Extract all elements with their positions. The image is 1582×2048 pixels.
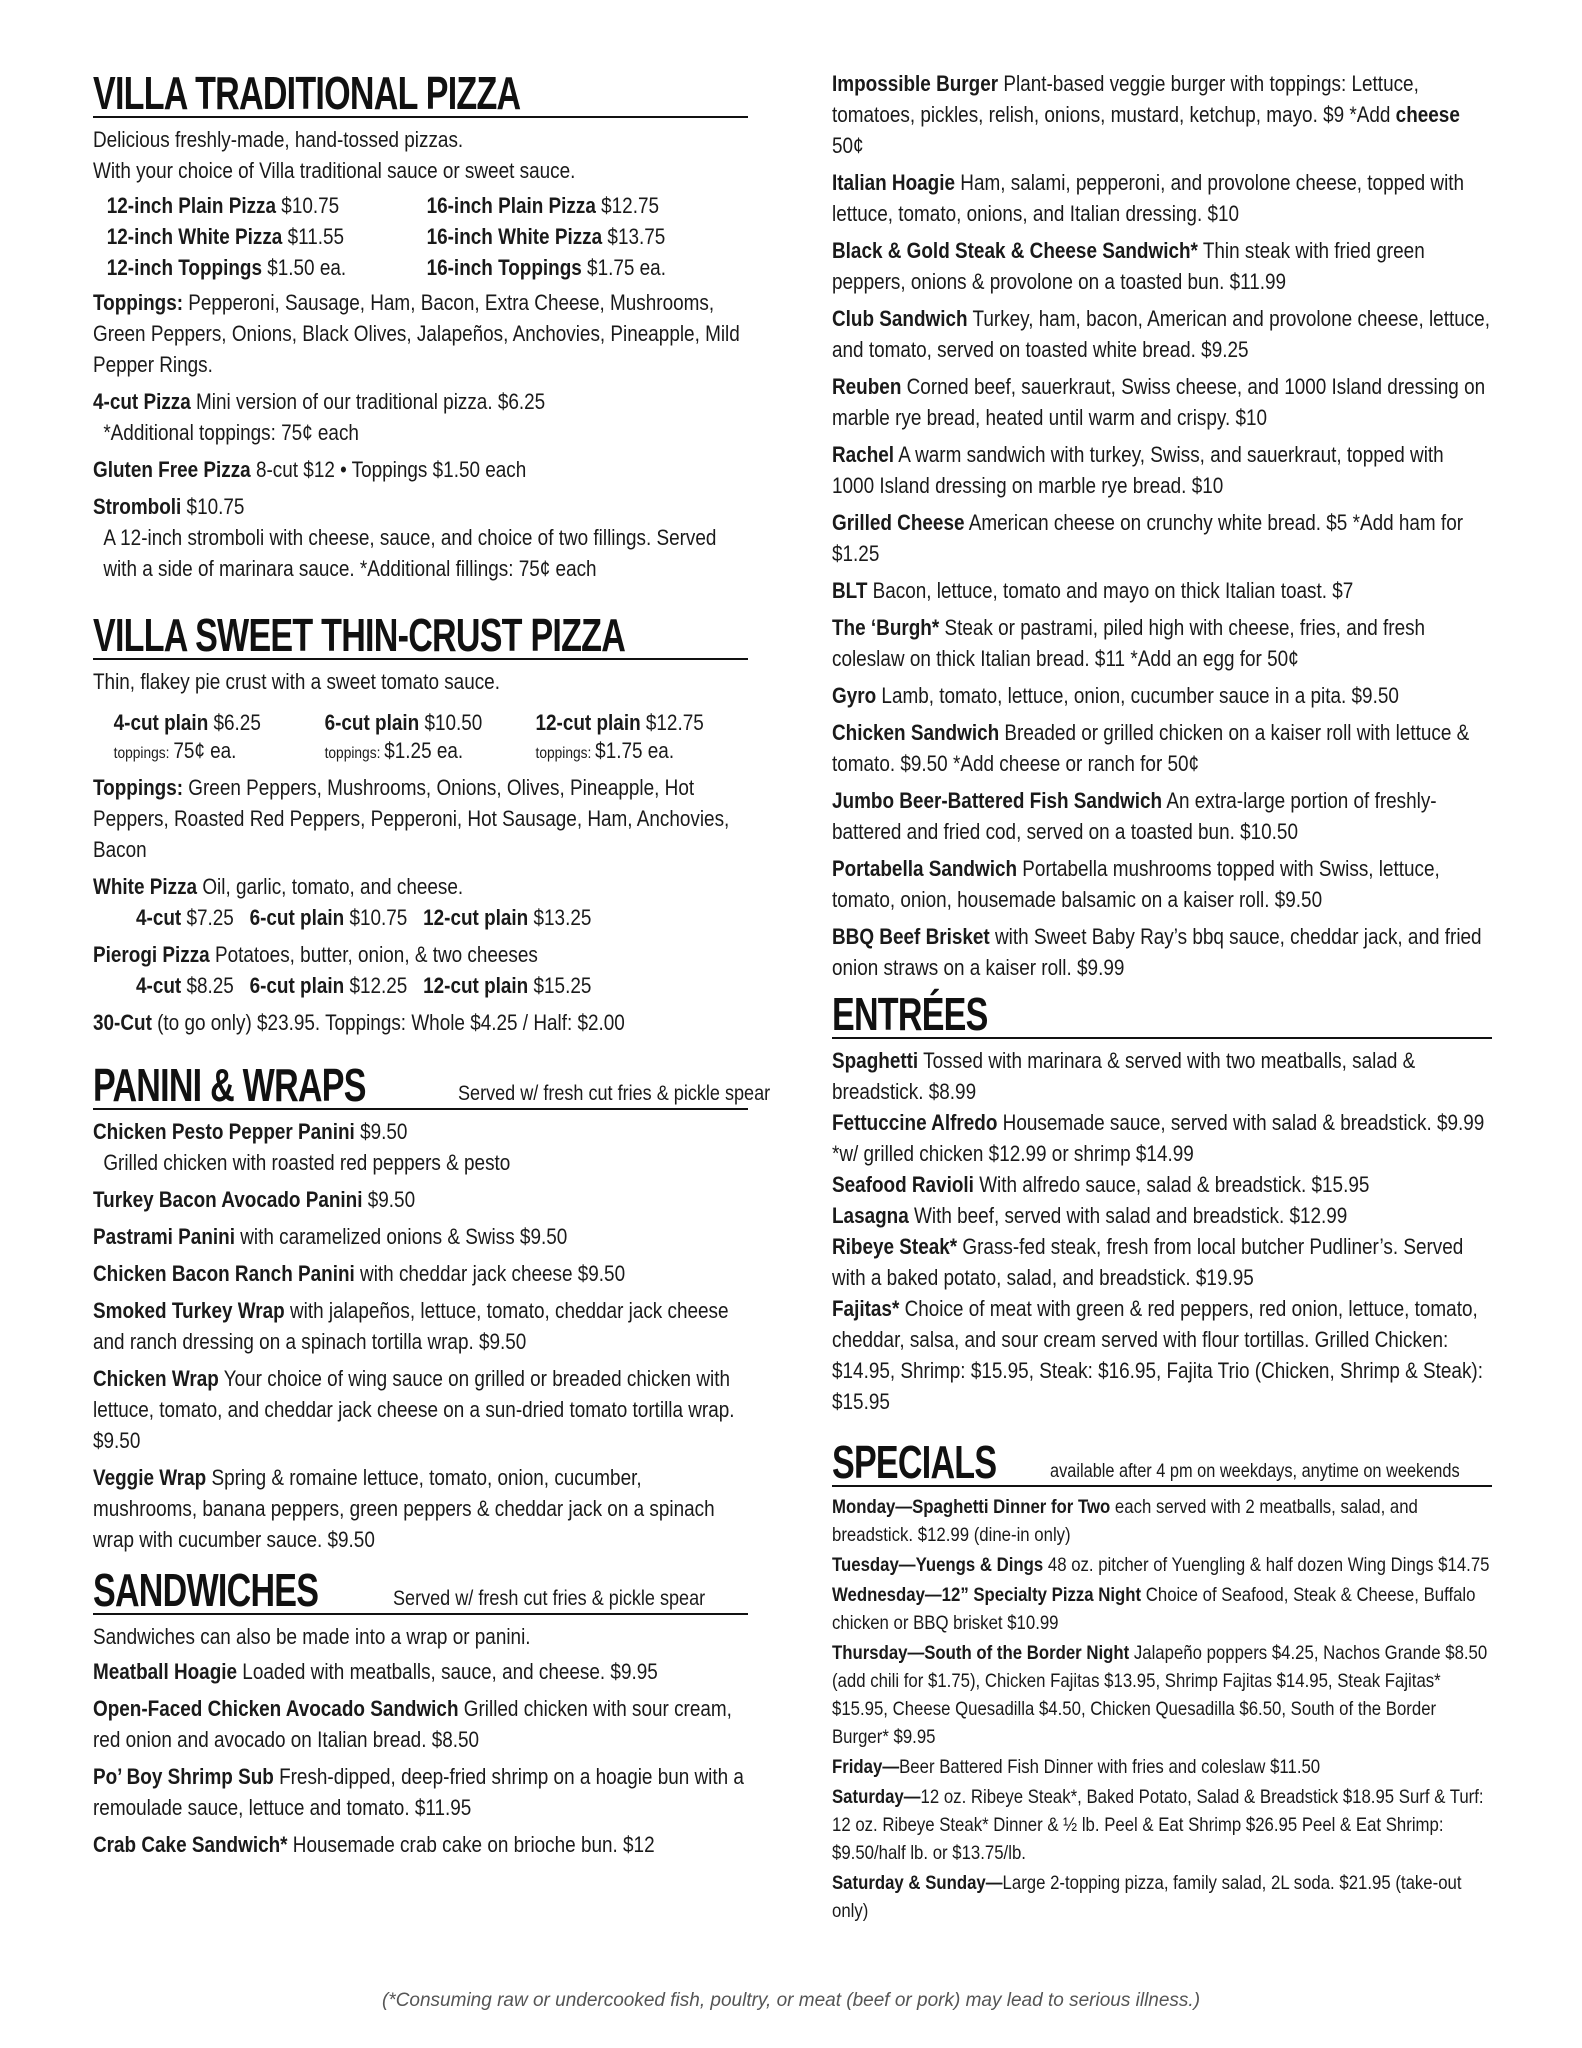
- intro-line: With your choice of Villa traditional sauce or sweet sauce.: [93, 158, 576, 183]
- size-price: 12-cut plain $12.75 toppings: $1.75 ea.: [535, 710, 704, 763]
- section-title: SANDWICHES: [93, 1564, 319, 1616]
- menu-item: Ribeye Steak* Grass-fed steak, fresh from local butcher Pudliner’s. Served with a baked potato, salad, and breadstick. $19.95: [832, 1234, 1464, 1290]
- menu-item: Jumbo Beer-Battered Fish Sandwich An extra-large portion of freshly-battered and fried cod, served on a toasted bun. $10.50: [832, 788, 1437, 844]
- section-panini-wraps: [93, 1059, 770, 1555]
- section-header: [93, 1564, 748, 1616]
- right-column: [832, 68, 1492, 1927]
- section-traditional-pizza: [93, 67, 748, 584]
- menu-item: Stromboli $10.75 A 12-inch stromboli with cheese, sauce, and choice of two fillings. Served with a side of marinara sauce. *Additional fillings: 75¢ each: [93, 494, 717, 581]
- special-item: Friday—Beer Battered Fish Dinner with fries and coleslaw $11.50: [832, 1756, 1321, 1778]
- menu-item: Gluten Free Pizza 8-cut $12 • Toppings $1.50 each: [93, 457, 527, 482]
- menu-item: BBQ Beef Brisket with Sweet Baby Ray’s bbq sauce, cheddar jack, and fried onion straws on a kaiser roll. $9.99: [832, 924, 1482, 980]
- menu-item: Crab Cake Sandwich* Housemade crab cake on brioche bun. $12: [93, 1832, 655, 1857]
- menu-item: Pastrami Panini with caramelized onions & Swiss $9.50: [93, 1224, 568, 1249]
- section-specials: [832, 1436, 1492, 1925]
- menu-item: Fajitas* Choice of meat with green & red peppers, red onion, lettuce, tomato, cheddar, salsa, and sour cream served with flour tortillas. Grilled Chicken: $14.95, Shrimp: $15.95, Steak: $16.95, Fajita Trio (Chicken, Shrimp & Steak): $15.95: [832, 1296, 1483, 1414]
- sandwich-continued-list: [832, 68, 1490, 983]
- menu-item: Rachel A warm sandwich with turkey, Swiss, and sauerkraut, topped with 1000 Island dressing on marble rye bread. $10: [832, 442, 1444, 498]
- menu-item: Open-Faced Chicken Avocado Sandwich Grilled chicken with sour cream, red onion and avocado on Italian bread. $8.50: [93, 1696, 732, 1752]
- menu-item: Gyro Lamb, tomato, lettuce, onion, cucumber sauce in a pita. $9.50: [832, 683, 1399, 708]
- menu-item: Chicken Sandwich Breaded or grilled chicken on a kaiser roll with lettuce & tomato. $9.50 *Add cheese or ranch for 50¢: [832, 720, 1470, 776]
- price-row: 4-cut $8.25 6-cut plain $12.25 12-cut plain $15.25: [136, 973, 592, 998]
- section-header: [93, 609, 748, 661]
- footer-disclaimer: (*Consuming raw or undercooked fish, poultry, or meat (beef or pork) may lead to serious illness.): [381, 1990, 1201, 2011]
- special-item: Monday—Spaghetti Dinner for Two each served with 2 meatballs, salad, and breadstick. $12.99 (dine-in only): [832, 1496, 1418, 1546]
- size-price: 16-inch Plain Pizza $12.75: [426, 193, 660, 218]
- size-price: 16-inch White Pizza $13.75: [426, 224, 666, 249]
- menu-item: Po’ Boy Shrimp Sub Fresh-dipped, deep-fried shrimp on a hoagie bun with a remoulade sauce, lettuce and tomato. $11.95: [93, 1764, 744, 1820]
- section-title: ENTRÉES: [832, 988, 988, 1040]
- intro-line: Thin, flakey pie crust with a sweet tomato sauce.: [93, 669, 500, 694]
- special-item: Thursday—South of the Border Night Jalapeño poppers $4.25, Nachos Grande $8.50 (add chili for $1.75), Chicken Fajitas $13.95, Shrimp Fajitas $14.95, Steak Fajitas* $15.95, Cheese Quesadilla $4.50, Chicken Quesadilla $6.50, South of the Border Burger* $9.95: [832, 1642, 1488, 1748]
- menu-item: Meatball Hoagie Loaded with meatballs, sauce, and cheese. $9.95: [93, 1659, 658, 1684]
- size-price: 16-inch Toppings $1.75 ea.: [426, 255, 666, 280]
- size-price-grid: [93, 190, 746, 283]
- intro-line: Sandwiches can also be made into a wrap or panini.: [93, 1624, 531, 1649]
- menu-item: White Pizza Oil, garlic, tomato, and cheese. 4-cut $7.25 6-cut plain $10.75 12-cut plain $13.25: [93, 871, 746, 933]
- section-header: [832, 988, 1492, 1040]
- price-row: 4-cut $7.25 6-cut plain $10.75 12-cut plain $13.25: [136, 905, 592, 930]
- section-header: [832, 1436, 1492, 1488]
- menu-item: BLT Bacon, lettuce, tomato and mayo on thick Italian toast. $7: [832, 578, 1354, 603]
- section-thin-crust-pizza: [93, 609, 748, 1038]
- intro-line: Delicious freshly-made, hand-tossed pizzas.: [93, 127, 464, 152]
- special-item: Wednesday—12” Specialty Pizza Night Choice of Seafood, Steak & Cheese, Buffalo chicken or BBQ brisket $10.99: [832, 1584, 1476, 1634]
- menu-item: Grilled Cheese American cheese on crunchy white bread. $5 *Add ham for $1.25: [832, 510, 1464, 566]
- menu-item: Chicken Bacon Ranch Panini with cheddar jack cheese $9.50: [93, 1261, 626, 1286]
- menu-item: 30-Cut (to go only) $23.95. Toppings: Whole $4.25 / Half: $2.00: [93, 1010, 625, 1035]
- menu-item: The ‘Burgh* Steak or pastrami, piled high with cheese, fries, and fresh coleslaw on thick Italian bread. $11 *Add an egg for 50¢: [832, 615, 1426, 671]
- size-price: 12-inch White Pizza $11.55: [106, 224, 345, 249]
- menu-item: Spaghetti Tossed with marinara & served with two meatballs, salad & breadstick. $8.99: [832, 1048, 1416, 1104]
- section-title: VILLA TRADITIONAL PIZZA: [93, 67, 521, 119]
- section-title: PANINI & WRAPS: [93, 1059, 366, 1111]
- menu-item: Impossible Burger Plant-based veggie burger with toppings: Lettuce, tomatoes, pickles, relish, onions, mustard, ketchup, mayo. $9 *Add cheese 50¢: [832, 71, 1460, 158]
- section-header: [93, 67, 748, 119]
- menu-item: Italian Hoagie Ham, salami, pepperoni, and provolone cheese, topped with lettuce, tomato, onions, and Italian dressing. $10: [832, 170, 1465, 226]
- section-subtitle: Served w/ fresh cut fries & pickle spear: [393, 1587, 706, 1610]
- menu-item: Reuben Corned beef, sauerkraut, Swiss cheese, and 1000 Island dressing on marble rye bread, heated until warm and crispy. $10: [832, 374, 1486, 430]
- menu-item: 4-cut Pizza Mini version of our traditional pizza. $6.25 *Additional toppings: 75¢ each: [93, 389, 546, 445]
- toppings-list: Toppings: Pepperoni, Sausage, Ham, Bacon, Extra Cheese, Mushrooms, Green Peppers, Onions, Black Olives, Jalapeños, Anchovies, Pineapple, Mild Pepper Rings.: [93, 290, 740, 377]
- section-subtitle: available after 4 pm on weekdays, anytime on weekends: [1050, 1461, 1460, 1482]
- section-entrees: [832, 988, 1492, 1417]
- menu-item: Portabella Sandwich Portabella mushrooms topped with Swiss, lettuce, tomato, onion, housemade balsamic on a kaiser roll. $9.50: [832, 856, 1440, 912]
- menu-item: Chicken Pesto Pepper Panini $9.50 Grilled chicken with roasted red peppers & pesto: [93, 1119, 511, 1175]
- menu-item: Pierogi Pizza Potatoes, butter, onion, & two cheeses 4-cut $8.25 6-cut plain $12.25 12-cut plain $15.25: [93, 939, 746, 1001]
- menu-item: Club Sandwich Turkey, ham, bacon, American and provolone cheese, lettuce, and tomato, served on toasted white bread. $9.25: [832, 306, 1490, 362]
- section-sandwiches: [93, 1564, 748, 1860]
- menu-item: Fettuccine Alfredo Housemade sauce, served with salad & breadstick. $9.99 *w/ grilled chicken $12.99 or shrimp $14.99: [832, 1110, 1485, 1166]
- menu-item: Chicken Wrap Your choice of wing sauce on grilled or breaded chicken with lettuce, tomato, and cheddar jack cheese on a sun-dried tomato tortilla wrap. $9.50: [93, 1366, 735, 1453]
- menu-item: Seafood Ravioli With alfredo sauce, salad & breadstick. $15.95: [832, 1172, 1370, 1197]
- section-subtitle: Served w/ fresh cut fries & pickle spear: [457, 1082, 770, 1105]
- menu-item: Black & Gold Steak & Cheese Sandwich* Thin steak with fried green peppers, onions & provolone on a toasted bun. $11.99: [832, 238, 1425, 294]
- size-price: 12-inch Plain Pizza $10.75: [106, 193, 340, 218]
- size-price: 12-inch Toppings $1.50 ea.: [106, 255, 347, 280]
- left-column: [93, 67, 770, 1866]
- toppings-list: Toppings: Green Peppers, Mushrooms, Onions, Olives, Pineapple, Hot Peppers, Roasted Red Peppers, Pepperoni, Hot Sausage, Ham, Anchovies, Bacon: [93, 775, 730, 862]
- special-item: Tuesday—Yuengs & Dings 48 oz. pitcher of Yuengling & half dozen Wing Dings $14.75: [832, 1554, 1490, 1576]
- menu-item: Veggie Wrap Spring & romaine lettuce, tomato, onion, cucumber, mushrooms, banana peppers, green peppers & cheddar jack on a spinach wrap with cucumber sauce. $9.50: [93, 1465, 715, 1552]
- menu-item: Smoked Turkey Wrap with jalapeños, lettuce, tomato, cheddar jack cheese and ranch dressing on a spinach tortilla wrap. $9.50: [93, 1298, 729, 1354]
- section-title: SPECIALS: [832, 1436, 997, 1488]
- menu-item: Lasagna With beef, served with salad and breadstick. $12.99: [832, 1203, 1348, 1228]
- size-price: 4-cut plain $6.25 toppings: 75¢ ea.: [113, 710, 261, 763]
- special-item: Saturday—12 oz. Ribeye Steak*, Baked Potato, Salad & Breadstick $18.95 Surf & Turf: 12 oz. Ribeye Steak* Dinner & ½ lb. Peel & Eat Shrimp $26.95 Peel & Eat Shrimp: $9.50/half lb. or $13.75/lb.: [832, 1786, 1484, 1864]
- size-price-grid: [93, 709, 746, 768]
- size-price: 6-cut plain $10.50 toppings: $1.25 ea.: [324, 710, 483, 763]
- special-item: Saturday & Sunday—Large 2-topping pizza, family salad, 2L soda. $21.95 (take-out only): [832, 1872, 1462, 1922]
- section-title: VILLA SWEET THIN-CRUST PIZZA: [93, 609, 626, 661]
- menu-item: Turkey Bacon Avocado Panini $9.50: [93, 1187, 416, 1212]
- section-header: [93, 1059, 770, 1111]
